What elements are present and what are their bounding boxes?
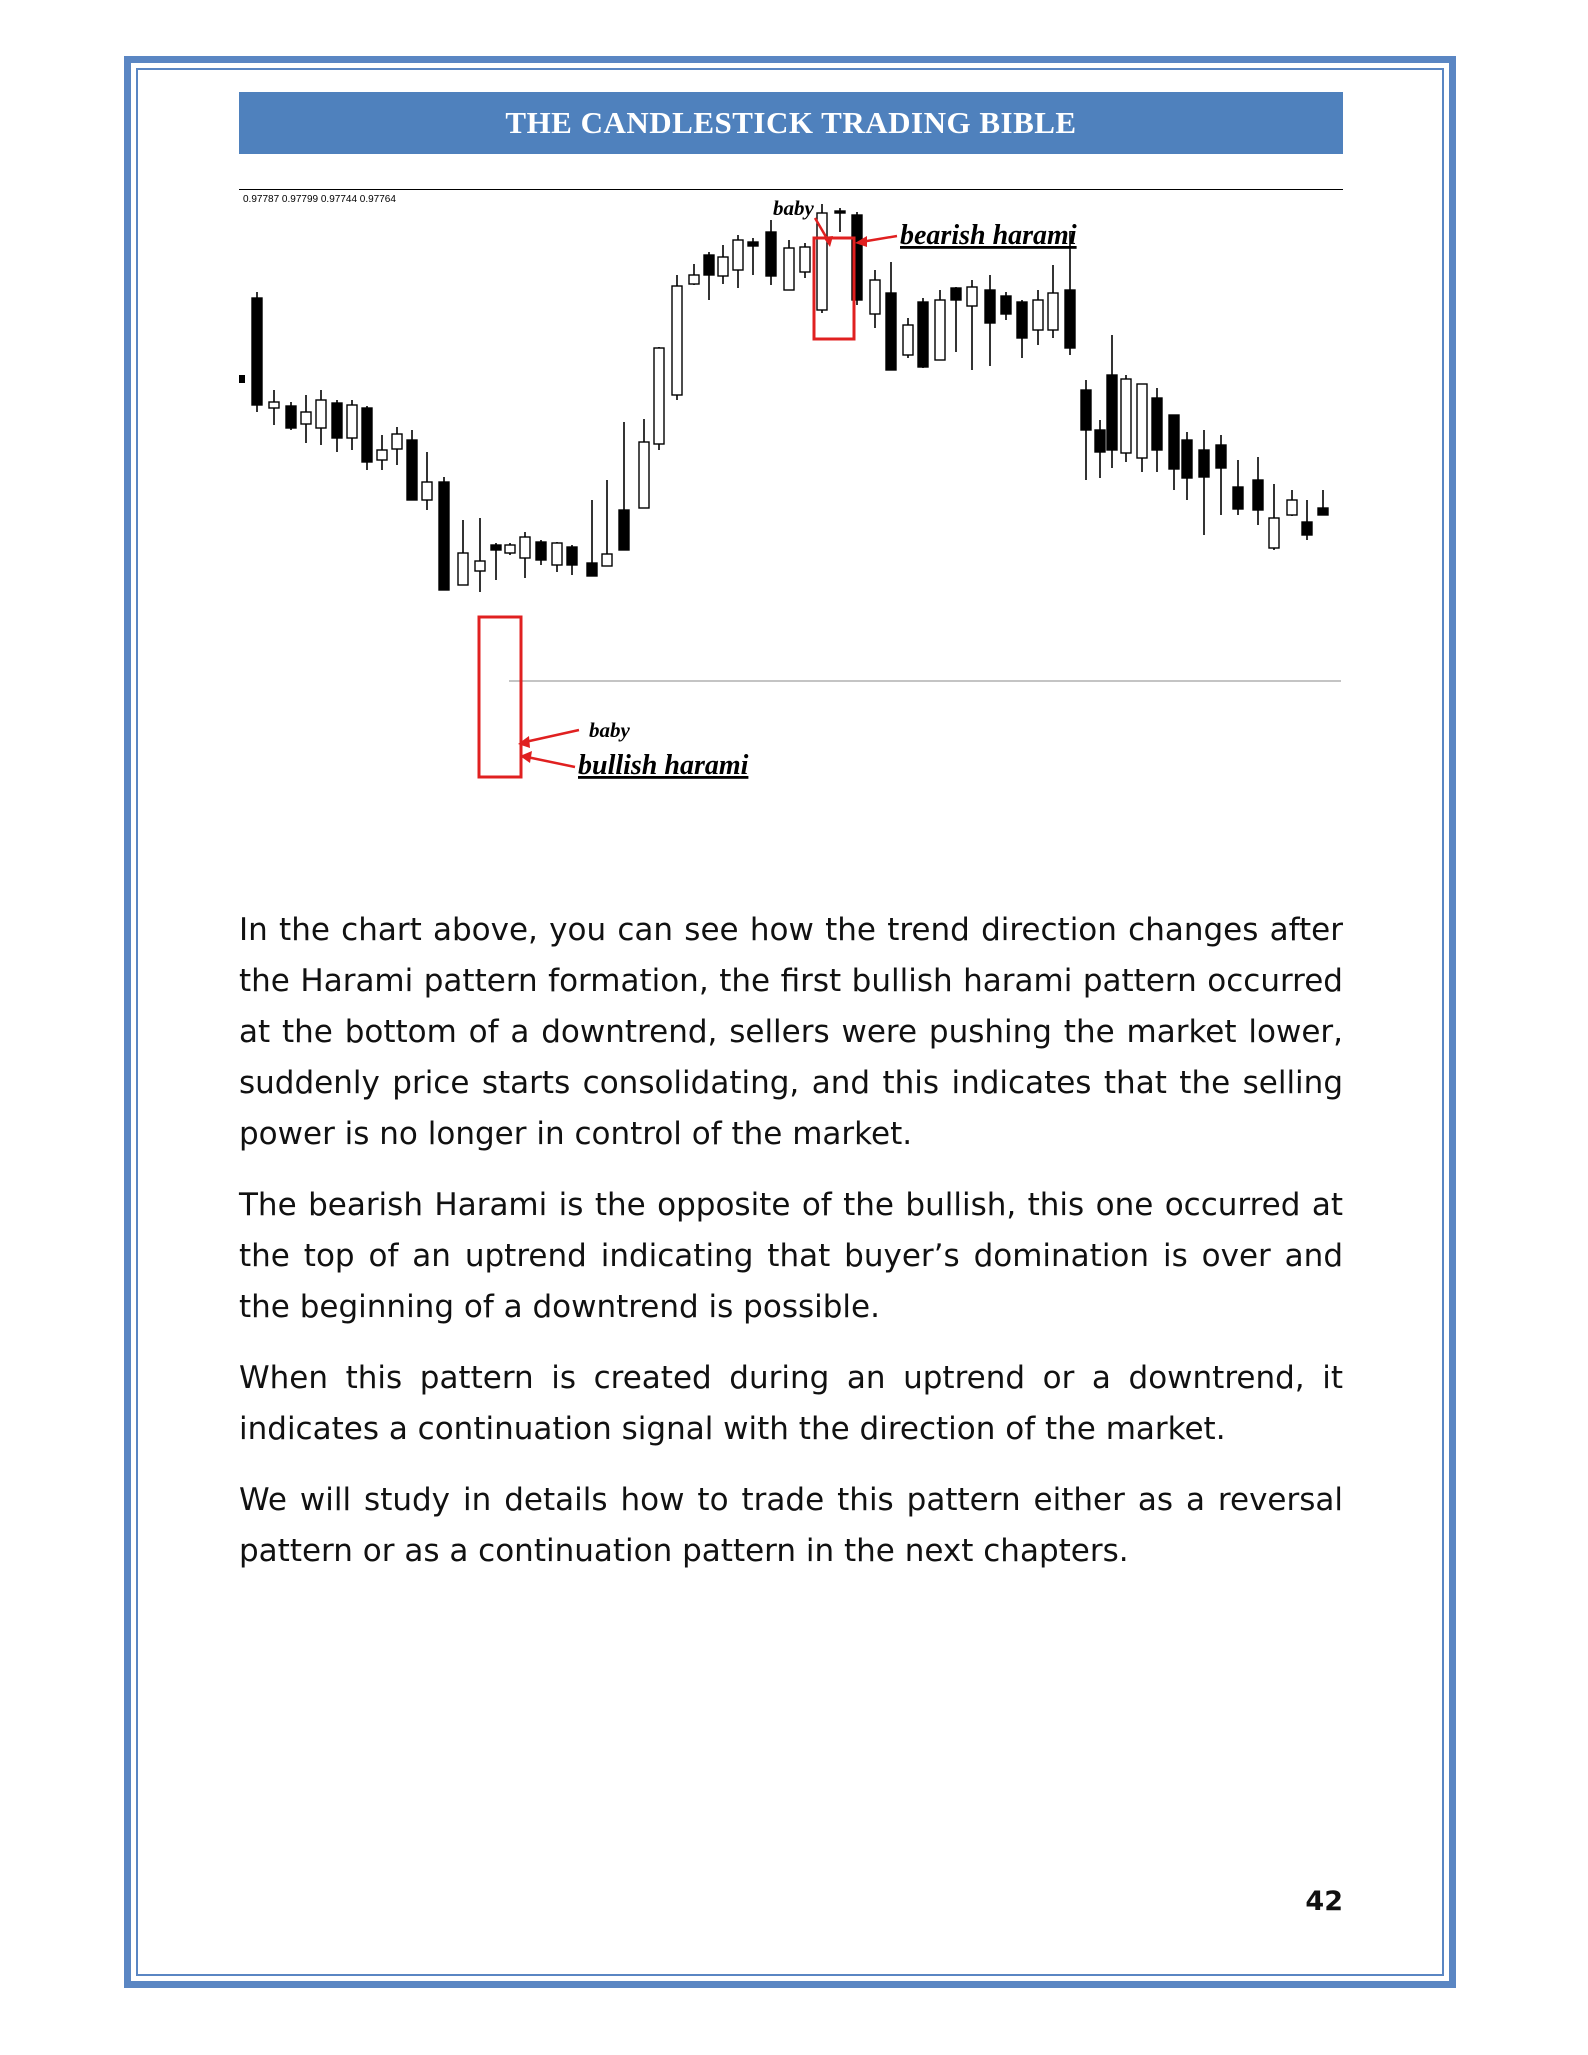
bullish-harami-label: bullish harami	[578, 750, 749, 781]
book-title: THE CANDLESTICK TRADING BIBLE	[505, 105, 1077, 140]
price-readout: 0.97787 0.97799 0.97744 0.97764	[243, 194, 396, 205]
bullish-candle	[870, 280, 880, 314]
page-number: 42	[1305, 1886, 1343, 1917]
bearish-candle	[491, 545, 501, 550]
bullish-baby-arrow	[525, 730, 579, 742]
bullish-candle	[1033, 300, 1043, 330]
bearish-candle	[332, 403, 342, 438]
bearish-candle	[1152, 398, 1162, 450]
bullish-candle	[1287, 500, 1297, 515]
bearish-baby-label: baby	[773, 196, 814, 220]
paragraph-1: In the chart above, you can see how the trend direction changes after the Harami pattern formation, the first bullish harami pattern occurred at the bottom of a downtrend, sellers were pushing the market lower, suddenly price starts consolidating, and this indicates that the selling power is no longer in control of the market.	[239, 912, 1343, 1152]
bullish-candle	[392, 434, 402, 449]
chart-svg	[239, 190, 1343, 800]
bullish-candle	[733, 240, 743, 270]
bullish-candle	[422, 482, 432, 500]
paragraph-2: The bearish Harami is the opposite of the bullish, this one occurred at the top of an uptrend indicating that buyer’s domination is over and the beginning of a downtrend is possible.	[239, 1187, 1343, 1325]
header-bar	[239, 92, 1343, 154]
bearish-candle	[1095, 430, 1105, 452]
bearish-candle	[1065, 290, 1075, 348]
bearish-candle	[619, 510, 629, 550]
bearish-candle	[918, 302, 928, 367]
bullish-candle	[967, 287, 977, 306]
bullish-candle	[784, 248, 794, 290]
bearish-candle	[362, 408, 372, 462]
bearish-candle	[1182, 440, 1192, 478]
bullish-candle	[654, 348, 664, 444]
bullish-candle	[552, 543, 562, 565]
bearish-candle	[1107, 375, 1117, 450]
bullish-candle	[1137, 384, 1147, 458]
bearish-candle	[704, 255, 714, 275]
bullish-candle	[505, 545, 515, 553]
bullish-candle	[377, 450, 387, 460]
bearish-candle	[536, 542, 546, 560]
bullish-candle	[903, 325, 913, 355]
bullish-candle	[718, 257, 728, 276]
bearish-candle	[1302, 522, 1312, 535]
chart-marker	[239, 375, 245, 383]
paragraph-4: We will study in details how to trade this pattern either as a reversal pattern or as a continuation pattern in the next chapters.	[239, 1482, 1343, 1569]
bearish-candle	[886, 293, 896, 370]
bullish-harami-box	[479, 617, 521, 777]
bearish-candle	[567, 547, 577, 565]
bearish-candle	[1318, 508, 1328, 515]
bearish-candle	[252, 298, 262, 405]
bullish-label-arrow	[527, 757, 575, 767]
bearish-candle	[1253, 480, 1263, 510]
bearish-candle	[1199, 450, 1209, 477]
bearish-candle	[286, 406, 296, 428]
bullish-candle	[800, 247, 810, 272]
candles-group	[239, 204, 1328, 592]
bearish-candle	[748, 242, 758, 246]
bullish-candle	[935, 300, 945, 360]
bearish-candle	[1001, 296, 1011, 314]
bullish-candle	[1048, 293, 1058, 330]
bearish-candle	[766, 232, 776, 276]
body-text	[239, 905, 1343, 1597]
bearish-candle	[1169, 415, 1179, 469]
bearish-candle	[439, 482, 449, 590]
bullish-candle	[639, 442, 649, 508]
bearish-candle	[835, 211, 845, 213]
bearish-candle	[587, 563, 597, 576]
bearish-candle	[951, 288, 961, 300]
paragraph-3: When this pattern is created during an uptrend or a downtrend, it indicates a continuation signal with the direction of the market.	[239, 1360, 1343, 1447]
bearish-candle	[1017, 302, 1027, 338]
bearish-harami-label: bearish harami	[900, 220, 1077, 251]
bullish-baby-label: baby	[589, 718, 630, 742]
candlestick-chart	[239, 190, 1343, 800]
bullish-candle	[602, 554, 612, 566]
bullish-candle	[1269, 518, 1279, 548]
bullish-candle	[316, 400, 326, 428]
bearish-candle	[1081, 390, 1091, 430]
bullish-candle	[475, 561, 485, 571]
bullish-candle	[672, 286, 682, 395]
bullish-candle	[689, 275, 699, 284]
bullish-candle	[301, 412, 311, 424]
bullish-candle	[520, 537, 530, 558]
bullish-candle	[1121, 379, 1131, 453]
bearish-candle	[1216, 445, 1226, 468]
bearish-candle	[985, 290, 995, 323]
bearish-candle	[407, 440, 417, 500]
bullish-candle	[458, 553, 468, 585]
bullish-candle	[269, 402, 279, 408]
bearish-candle	[1233, 487, 1243, 509]
bullish-candle	[347, 405, 357, 438]
